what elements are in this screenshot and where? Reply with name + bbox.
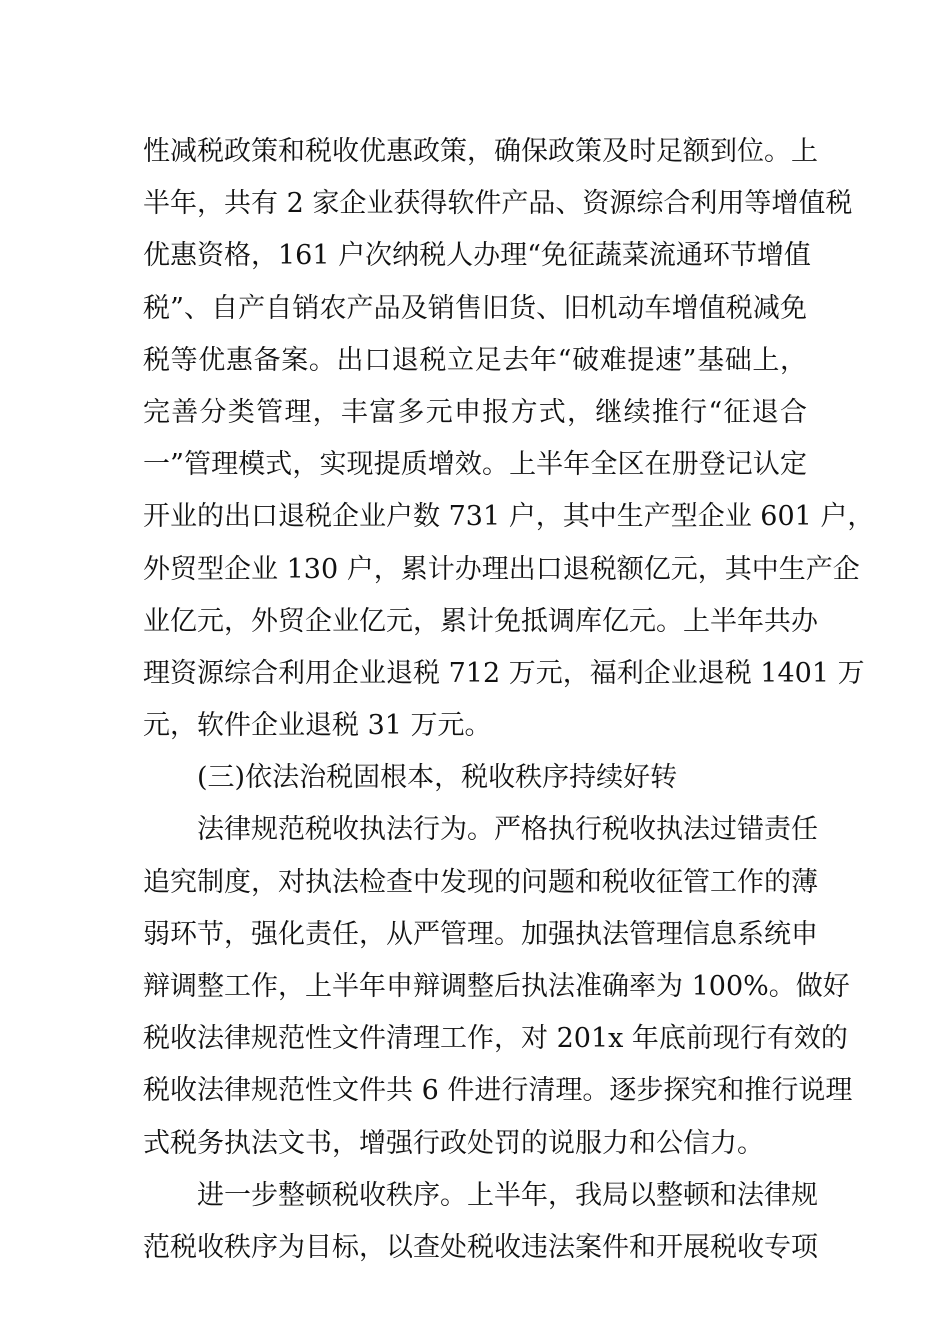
text-line: 税”、自产自销农产品及销售旧货、旧机动车增值税减免 (143, 292, 807, 324)
text-line: 范税收秩序为目标，以查处税收违法案件和开展税收专项 (143, 1231, 818, 1263)
text-line: 法律规范税收执法行为。严格执行税收执法过错责任 (143, 814, 818, 846)
text-line: 进一步整顿税收秩序。上半年，我局以整顿和法律规 (143, 1179, 818, 1211)
text-line: 辩调整工作，上半年申辩调整后执法准确率为 100%。做好 (143, 971, 850, 1002)
text-line: 元，软件企业退税 31 万元。 (143, 710, 492, 742)
text-line: 半年，共有 2 家企业获得软件产品、资源综合利用等增值税 (143, 188, 853, 220)
text-line: 优惠资格，161 户次纳税人办理“免征蔬菜流通环节增值 (143, 240, 811, 272)
text-line: 税收法律规范性文件共 6 件进行清理。逐步探究和推行说理 (143, 1075, 853, 1107)
text-line: 弱环节，强化责任，从严管理。加强执法管理信息系统申 (143, 918, 818, 950)
text-line: 开业的出口退税企业户数 731 户，其中生产型企业 601 户， (143, 501, 875, 533)
text-line: 性减税政策和税收优惠政策，确保政策及时足额到位。上 (143, 136, 818, 167)
text-line: 式税务执法文书，增强行政处罚的说服力和公信力。 (143, 1127, 764, 1159)
document-body (143, 126, 875, 1274)
text-line: 完善分类管理，丰富多元申报方式，继续推行“征退合 (143, 396, 807, 428)
text-line: 外贸型企业 130 户，累计办理出口退税额亿元，其中生产企 (143, 553, 860, 585)
text-line: 理资源综合利用企业退税 712 万元，福利企业退税 1401 万 (143, 657, 865, 689)
text-line: 一”管理模式，实现提质增效。上半年全区在册登记认定 (143, 449, 807, 481)
text-line: 税等优惠备案。出口退税立足去年“破难提速”基础上， (143, 344, 807, 376)
text-line: 税收法律规范性文件清理工作，对 201x 年底前现行有效的 (143, 1023, 848, 1055)
section-heading: (三)依法治税固根本，税收秩序持续好转 (143, 762, 678, 794)
text-line: 业亿元，外贸企业亿元，累计免抵调库亿元。上半年共办 (143, 605, 818, 637)
text-line: 追究制度，对执法检查中发现的问题和税收征管工作的薄 (143, 866, 818, 898)
